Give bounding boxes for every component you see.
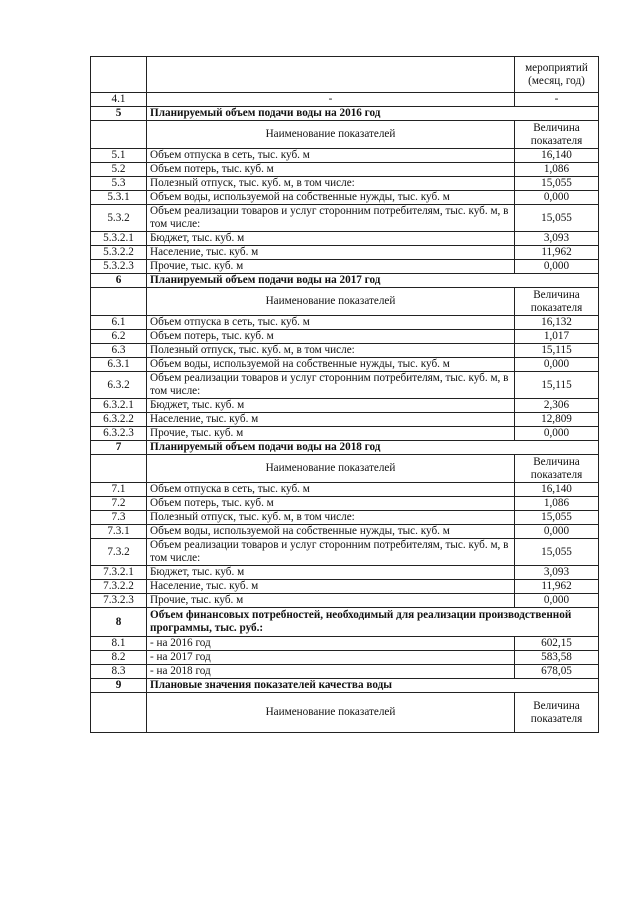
- table-row: [91, 511, 599, 525]
- header-name: Наименование показателей: [147, 288, 515, 316]
- row-number: 6.2: [91, 330, 147, 344]
- row-name: Полезный отпуск, тыс. куб. м, в том числе:: [147, 344, 515, 358]
- row-value: 11,962: [515, 246, 599, 260]
- section-title-row: [91, 441, 599, 455]
- table-row: [91, 205, 599, 232]
- row-number: 5.3.2: [91, 205, 147, 232]
- row-name: Бюджет, тыс. куб. м: [147, 566, 515, 580]
- row-number: 6.3.1: [91, 358, 147, 372]
- row-number: 8.2: [91, 651, 147, 665]
- row-value: 0,000: [515, 427, 599, 441]
- row-number: 6.1: [91, 316, 147, 330]
- row-value: 0,000: [515, 260, 599, 274]
- section-number: 8: [91, 608, 147, 637]
- row-name: Объем реализации товаров и услуг сторонним потребителям, тыс. куб. м, в том числе:: [147, 205, 515, 232]
- table-row: [91, 163, 599, 177]
- row-number: 6.3: [91, 344, 147, 358]
- row-number: 6.3.2.1: [91, 399, 147, 413]
- header-value: Величина показателя: [515, 121, 599, 149]
- row-number: 6.3.2.2: [91, 413, 147, 427]
- table-header-row: [91, 455, 599, 483]
- row-number: 7.3.1: [91, 525, 147, 539]
- row-number: 8.3: [91, 665, 147, 679]
- table-row: [91, 260, 599, 274]
- row-value: 16,140: [515, 483, 599, 497]
- table-row: [91, 580, 599, 594]
- table-row: [91, 594, 599, 608]
- table-row: [91, 566, 599, 580]
- row-value: 0,000: [515, 525, 599, 539]
- table-row: [91, 483, 599, 497]
- row-number: 7.3.2.1: [91, 566, 147, 580]
- section-title: Планируемый объем подачи воды на 2016 год: [147, 107, 599, 121]
- row-name: Объем реализации товаров и услуг сторонним потребителям, тыс. куб. м, в том числе:: [147, 372, 515, 399]
- row-name: Бюджет, тыс. куб. м: [147, 399, 515, 413]
- section-number: 6: [91, 274, 147, 288]
- table-row: [91, 372, 599, 399]
- row-value: 1,086: [515, 497, 599, 511]
- row-value: 12,809: [515, 413, 599, 427]
- header-empty-cell: [91, 455, 147, 483]
- section-title-row: [91, 679, 599, 693]
- row-number: 7.3: [91, 511, 147, 525]
- row-value: 602,15: [515, 637, 599, 651]
- row-number: 5.3.2.1: [91, 232, 147, 246]
- row-value: 0,000: [515, 358, 599, 372]
- row-number: 4.1: [91, 93, 147, 107]
- row-value: 15,055: [515, 511, 599, 525]
- table-row: [91, 665, 599, 679]
- row-name: [147, 57, 515, 93]
- row-value: мероприятий (месяц, год): [515, 57, 599, 93]
- row-number: 8.1: [91, 637, 147, 651]
- row-value: 2,306: [515, 399, 599, 413]
- row-name: Объем потерь, тыс. куб. м: [147, 163, 515, 177]
- table-header-row: [91, 121, 599, 149]
- table-row: [91, 232, 599, 246]
- table-row: [91, 149, 599, 163]
- section-title: Плановые значения показателей качества воды: [147, 679, 599, 693]
- row-name: Прочие, тыс. куб. м: [147, 260, 515, 274]
- section-title-row: [91, 274, 599, 288]
- row-value: 15,055: [515, 205, 599, 232]
- table-row: [91, 525, 599, 539]
- header-value: Величина показателя: [515, 693, 599, 733]
- row-number: 7.2: [91, 497, 147, 511]
- header-value: Величина показателя: [515, 288, 599, 316]
- row-value: 15,115: [515, 344, 599, 358]
- row-number: 5.3.2.2: [91, 246, 147, 260]
- table-row: [91, 399, 599, 413]
- table-row: [91, 539, 599, 566]
- row-name: Объем реализации товаров и услуг сторонним потребителям, тыс. куб. м, в том числе:: [147, 539, 515, 566]
- header-empty-cell: [91, 121, 147, 149]
- row-number: 7.3.2: [91, 539, 147, 566]
- table-row: [91, 330, 599, 344]
- table-body: [91, 57, 599, 733]
- row-number: 5.1: [91, 149, 147, 163]
- section-title: Планируемый объем подачи воды на 2017 год: [147, 274, 599, 288]
- row-value: 15,115: [515, 372, 599, 399]
- table-header-row: [91, 693, 599, 733]
- row-name: Прочие, тыс. куб. м: [147, 594, 515, 608]
- row-name: Объем потерь, тыс. куб. м: [147, 330, 515, 344]
- row-name: Население, тыс. куб. м: [147, 413, 515, 427]
- section-title: Планируемый объем подачи воды на 2018 год: [147, 441, 599, 455]
- row-name: Объем воды, используемой на собственные нужды, тыс. куб. м: [147, 525, 515, 539]
- row-name: Объем отпуска в сеть, тыс. куб. м: [147, 149, 515, 163]
- row-name: Объем воды, используемой на собственные нужды, тыс. куб. м: [147, 191, 515, 205]
- table-row: [91, 413, 599, 427]
- row-name: Население, тыс. куб. м: [147, 580, 515, 594]
- row-number: 7.3.2.2: [91, 580, 147, 594]
- row-name: -: [147, 93, 515, 107]
- row-name: - на 2017 год: [147, 651, 515, 665]
- row-number: 5.3: [91, 177, 147, 191]
- table-row: [91, 93, 599, 107]
- row-value: 583,58: [515, 651, 599, 665]
- section-number: 9: [91, 679, 147, 693]
- section-title-row: [91, 608, 599, 637]
- table-row: [91, 497, 599, 511]
- table-row: [91, 651, 599, 665]
- row-name: Объем потерь, тыс. куб. м: [147, 497, 515, 511]
- table-row: [91, 177, 599, 191]
- row-value: 678,05: [515, 665, 599, 679]
- row-name: Полезный отпуск, тыс. куб. м, в том числе:: [147, 177, 515, 191]
- row-value: -: [515, 93, 599, 107]
- row-value: 0,000: [515, 594, 599, 608]
- row-number: 7.1: [91, 483, 147, 497]
- header-name: Наименование показателей: [147, 455, 515, 483]
- row-number: 6.3.2: [91, 372, 147, 399]
- row-value: 1,086: [515, 163, 599, 177]
- table-row: [91, 246, 599, 260]
- row-name: Объем воды, используемой на собственные нужды, тыс. куб. м: [147, 358, 515, 372]
- table-row: [91, 427, 599, 441]
- row-name: Прочие, тыс. куб. м: [147, 427, 515, 441]
- row-name: - на 2018 год: [147, 665, 515, 679]
- table-row: [91, 191, 599, 205]
- table-header-row: [91, 288, 599, 316]
- row-value: 11,962: [515, 580, 599, 594]
- section-number: 7: [91, 441, 147, 455]
- row-name: Полезный отпуск, тыс. куб. м, в том числе:: [147, 511, 515, 525]
- row-number: 7.3.2.3: [91, 594, 147, 608]
- section-title: Объем финансовых потребностей, необходимый для реализации производственной программы, тыс. руб.:: [147, 608, 599, 637]
- section-number: 5: [91, 107, 147, 121]
- section-title-row: [91, 107, 599, 121]
- row-value: 1,017: [515, 330, 599, 344]
- table-row: [91, 57, 599, 93]
- row-name: - на 2016 год: [147, 637, 515, 651]
- row-name: Объем отпуска в сеть, тыс. куб. м: [147, 483, 515, 497]
- header-empty-cell: [91, 288, 147, 316]
- row-name: Бюджет, тыс. куб. м: [147, 232, 515, 246]
- table-row: [91, 344, 599, 358]
- table-row: [91, 316, 599, 330]
- header-empty-cell: [91, 693, 147, 733]
- row-value: 16,140: [515, 149, 599, 163]
- row-number: 5.3.2.3: [91, 260, 147, 274]
- header-value: Величина показателя: [515, 455, 599, 483]
- row-value: 15,055: [515, 539, 599, 566]
- row-value: 16,132: [515, 316, 599, 330]
- row-value: 15,055: [515, 177, 599, 191]
- table-row: [91, 358, 599, 372]
- row-name: Объем отпуска в сеть, тыс. куб. м: [147, 316, 515, 330]
- row-number: 6.3.2.3: [91, 427, 147, 441]
- program-table: [90, 56, 599, 733]
- row-value: 3,093: [515, 566, 599, 580]
- row-number: 5.2: [91, 163, 147, 177]
- row-number: [91, 57, 147, 93]
- row-name: Население, тыс. куб. м: [147, 246, 515, 260]
- row-number: 5.3.1: [91, 191, 147, 205]
- row-value: 3,093: [515, 232, 599, 246]
- header-name: Наименование показателей: [147, 693, 515, 733]
- header-name: Наименование показателей: [147, 121, 515, 149]
- table-row: [91, 637, 599, 651]
- row-value: 0,000: [515, 191, 599, 205]
